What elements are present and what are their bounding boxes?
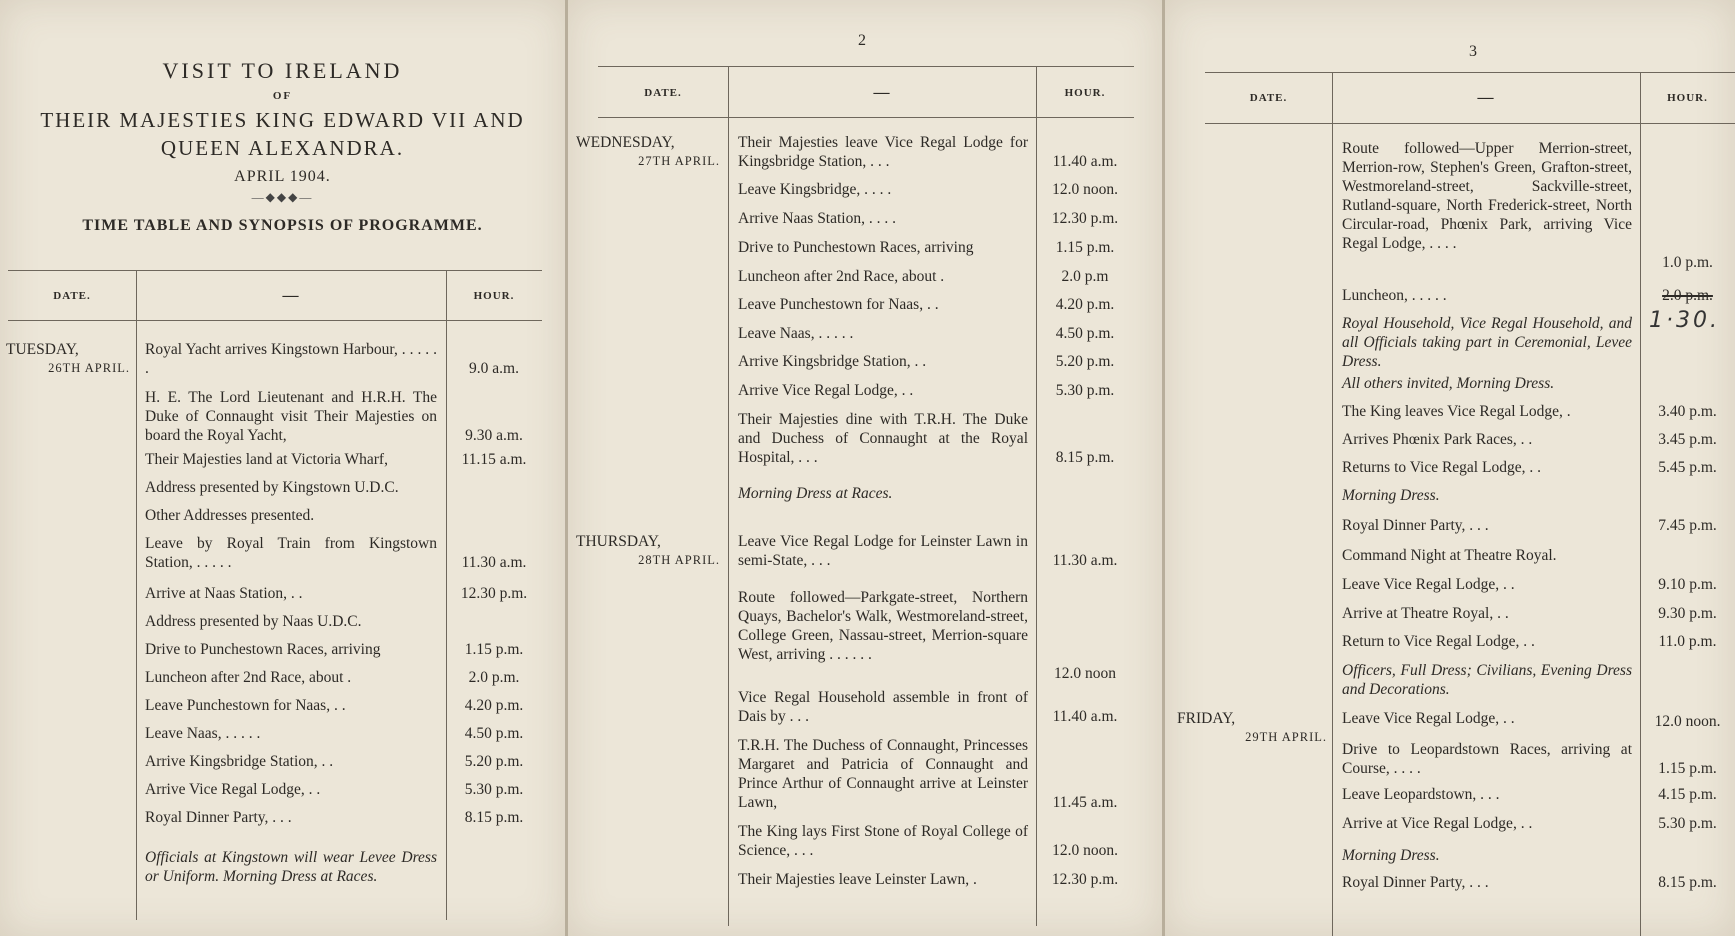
row-hour: 1.15 p.m. [1658,760,1717,777]
row-hour: 12.0 noon [1054,665,1116,682]
header-rule-bottom [1205,123,1735,124]
row-event: The King lays First Stone of Royal College of Science, . . . [738,823,1028,859]
date-column-rule [136,270,137,920]
row-event: Royal Dinner Party, . . . [145,809,292,826]
row-event: Royal Dinner Party, . . . [1342,517,1489,534]
row-event: Leave Vice Regal Lodge, . . [1342,710,1515,727]
row-hour: 2.0 p.m. [468,669,520,686]
title-of: OF [272,90,293,102]
row-event: Command Night at Theatre Royal. [1342,547,1557,564]
row-event: Leave Leopardstown, . . . [1342,786,1500,803]
row-hour: 3.40 p.m. [1658,403,1717,420]
header-rule-bottom [598,117,1134,118]
row-event: The King leaves Vice Regal Lodge, . [1342,403,1571,420]
column-header-hour: HOUR. [1064,87,1106,99]
row-event: Other Addresses presented. [145,507,315,524]
row-date [576,133,720,171]
row-hour: 11.40 a.m. [1052,708,1118,725]
row-hour: 5.20 p.m. [464,753,524,770]
row-event: Leave Punchestown for Naas, . . [145,697,346,714]
row-hour: 9.10 p.m. [1658,576,1717,593]
column-header-hour: HOUR. [1667,92,1708,104]
row-event: Address presented by Naas U.D.C. [145,613,362,630]
row-event: Officials at Kingstown will wear Levee Dress or Uniform. Morning Dress at Races. [145,849,437,885]
row-event: H. E. The Lord Lieutenant and H.R.H. The Duke of Connaught visit Their Majesties on board the Royal Yacht, [145,389,437,444]
row-weekday: WEDNESDAY, [576,134,675,151]
row-event: Leave Punchestown for Naas, . . [738,296,939,313]
column-header-date: DATE. [644,87,682,99]
row-hour: 9.30 p.m. [1658,605,1717,622]
row-hour: 11.40 a.m. [1052,153,1118,170]
column-header-date: DATE. [53,290,91,302]
header-rule-top [8,270,542,271]
row-hour: 9.30 a.m. [465,427,523,444]
row-hour: 11.45 a.m. [1052,794,1118,811]
page-number: 3 [1469,43,1477,60]
hour-column-rule [1640,72,1641,936]
majesties-line-1: THEIR MAJESTIES KING EDWARD VII AND [40,108,525,132]
row-hour: 1.15 p.m. [1055,239,1115,256]
page-3 [1165,0,1735,936]
row-hour: 5.20 p.m. [1055,353,1115,370]
row-event: Leave by Royal Train from Kingstown Station, . . . . . [145,535,437,571]
page-2 [568,0,1162,936]
row-event: Arrive Kingsbridge Station, . . [145,753,334,770]
row-event: Luncheon after 2nd Race, about . [738,268,945,285]
row-hour: 2.0 p.m. [1662,287,1713,304]
title-block [0,58,565,235]
row-hour: 1.0 p.m. [1662,254,1713,271]
row-event: Vice Regal Household assemble in front of Dais by . . . [738,689,1028,725]
row-date [6,340,130,378]
row-hour: 4.20 p.m. [1055,296,1115,313]
row-hour: 4.15 p.m. [1658,786,1717,803]
date-column-rule [1332,72,1333,936]
row-hour: 5.30 p.m. [464,781,524,798]
row-event: Arrive at Vice Regal Lodge, . . [1342,815,1533,832]
row-event: Drive to Punchestown Races, arriving [738,239,974,256]
row-hour: 8.15 p.m. [1055,449,1115,466]
row-hour: 8.15 p.m. [464,809,524,826]
row-hour: 11.15 a.m. [461,451,527,468]
row-event: Drive to Punchestown Races, arriving [145,641,381,658]
row-event: Their Majesties leave Vice Regal Lodge for Kingsbridge Station, . . . [738,134,1028,170]
row-hour: 12.30 p.m. [460,585,528,602]
row-event: Arrives Phœnix Park Races, . . [1342,431,1533,448]
row-event: Luncheon, . . . . . [1342,287,1447,304]
row-event: Drive to Leopardstown Races, arriving at Course, . . . . [1342,741,1632,777]
row-hour: 9.0 a.m. [469,360,519,377]
date-column-rule [728,66,729,926]
row-event: Leave Vice Regal Lodge, . . [1342,576,1515,593]
row-event: Their Majesties leave Leinster Lawn, . [738,871,977,888]
row-hour: 3.45 p.m. [1658,431,1717,448]
row-hour: 4.20 p.m. [464,697,524,714]
row-event: Arrive Naas Station, . . . . [738,210,896,227]
header-rule-top [1205,72,1735,73]
header-rule-bottom [8,320,542,321]
row-day-of-month: 29TH APRIL. [1245,730,1327,744]
row-hour: 5.30 p.m. [1055,382,1115,399]
row-hour: 4.50 p.m. [1055,325,1115,342]
row-hour: 8.15 p.m. [1658,874,1717,891]
row-event: Their Majesties dine with T.R.H. The Duke and Duchess of Connaught at the Royal Hospital, . . . [738,411,1028,466]
row-event: Royal Household, Vice Regal Household, and all Officials taking part in Ceremonial, Levee Dress. [1342,315,1632,370]
row-weekday: TUESDAY, [6,341,79,358]
row-hour: 2.0 p.m [1061,268,1109,285]
row-day-of-month: 26TH APRIL. [48,361,130,375]
row-event: Return to Vice Regal Lodge, . . [1342,633,1535,650]
row-event: Luncheon after 2nd Race, about . [145,669,352,686]
row-event: Arrive Vice Regal Lodge, . . [738,382,914,399]
visit-date: APRIL 1904. [234,168,331,185]
column-header-event: — [282,287,300,304]
row-event: Leave Naas, . . . . . [145,725,261,742]
document-title: VISIT TO IRELAND [162,58,403,83]
majesties-line-2: QUEEN ALEXANDRA. [160,136,405,160]
row-hour: 12.30 p.m. [1051,871,1119,888]
row-event: Leave Kingsbridge, . . . . [738,181,892,198]
row-event: Address presented by Kingstown U.D.C. [145,479,399,496]
row-hour: 11.0 p.m. [1658,633,1717,650]
row-hour: 12.30 p.m. [1051,210,1119,227]
column-header-hour: HOUR. [473,290,515,302]
row-hour: 12.0 noon. [1052,181,1118,198]
row-date [576,532,720,570]
row-hour: 5.30 p.m. [1658,815,1717,832]
row-hour: 12.0 noon. [1052,842,1118,859]
row-hour: 5.45 p.m. [1658,459,1717,476]
row-event: Leave Naas, . . . . . [738,325,854,342]
row-event: Arrive at Theatre Royal, . . [1342,605,1509,622]
row-event: Returns to Vice Regal Lodge, . . [1342,459,1541,476]
row-date [1177,709,1327,747]
header-rule-top [598,66,1134,67]
page-number: 2 [858,32,866,49]
row-event: Morning Dress. [1342,847,1440,864]
row-event: Their Majesties land at Victoria Wharf, [145,451,388,468]
row-weekday: FRIDAY, [1177,710,1236,727]
row-hour: 11.30 a.m. [1052,552,1118,569]
row-hour: 11.30 a.m. [461,554,527,571]
row-hour: 4.50 p.m. [464,725,524,742]
row-weekday: THURSDAY, [576,533,661,550]
programme-subtitle: TIME TABLE AND SYNOPSIS OF PROGRAMME. [82,217,483,234]
row-hour: 1.15 p.m. [464,641,524,658]
column-header-date: DATE. [1249,92,1288,104]
row-event: Arrive Kingsbridge Station, . . [738,353,927,370]
row-event: Royal Yacht arrives Kingstown Harbour, . . . . . . [145,341,437,377]
row-event: Morning Dress. [1342,487,1440,504]
row-event: Arrive Vice Regal Lodge, . . [145,781,321,798]
row-event: All others invited, Morning Dress. [1342,375,1555,392]
handwritten-note: 1·30. [1649,308,1720,333]
row-hour: 12.0 noon. [1654,713,1721,730]
row-event: Leave Vice Regal Lodge for Leinster Lawn in semi-State, . . . [738,533,1028,569]
page-1 [0,0,565,936]
ornament-divider: —◆◆◆— [251,190,314,204]
row-hour: 7.45 p.m. [1658,517,1717,534]
row-event: Route followed—Parkgate-street, Northern Quays, Bachelor's Walk, Westmoreland-street, College Green, Nassau-street, Merrion-square West, arriving . . . . . . [738,589,1028,663]
row-event: T.R.H. The Duchess of Connaught, Princesses Margaret and Patricia of Connaught and Prince Arthur of Connaught arrive at Leinster Lawn, [738,737,1028,811]
row-event: Royal Dinner Party, . . . [1342,874,1489,891]
row-event: Officers, Full Dress; Civilians, Evening Dress and Decorations. [1342,662,1632,698]
column-header-event: — [1477,89,1495,106]
row-event: Arrive at Naas Station, . . [145,585,303,602]
row-event: Morning Dress at Races. [738,485,893,502]
row-event: Route followed—Upper Merrion-street, Merrion-row, Stephen's Green, Grafton-street, Westmoreland-street, Sackville-street, Rutland-square, North Frederick-street, North Circular-road, Phœnix Park, arriving Vice Regal Lodge, . . . . [1342,140,1632,252]
row-day-of-month: 27TH APRIL. [638,154,720,168]
row-day-of-month: 28TH APRIL. [638,553,720,567]
column-header-event: — [873,84,891,101]
